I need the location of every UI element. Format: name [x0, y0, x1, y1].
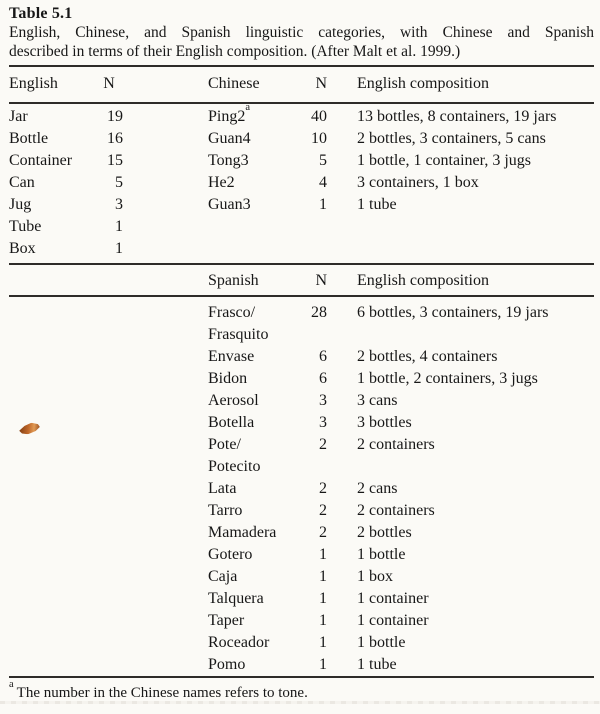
spanish-n-value: 28 — [311, 304, 327, 321]
spanish-section — [9, 297, 594, 676]
composition-value: 2 bottles, 4 containers — [357, 348, 498, 365]
spanish-header-row — [9, 271, 594, 290]
spanish-term — [208, 544, 300, 566]
spanish-n-value: 1 — [319, 656, 327, 673]
col-header-composition-spanish: English composition — [357, 272, 489, 289]
table-row — [9, 238, 594, 260]
spanish-term-line1: Pomo — [208, 656, 246, 673]
spanish-n-value: 3 — [319, 392, 327, 409]
chinese-term — [208, 150, 300, 172]
composition-value: 1 container — [357, 612, 429, 629]
spanish-n-value: 1 — [319, 590, 327, 607]
table-row — [9, 390, 594, 412]
spanish-term-line1: Lata — [208, 480, 237, 497]
table-row — [9, 522, 594, 544]
spanish-n-value: 6 — [319, 370, 327, 387]
col-header-spanish: Spanish — [208, 272, 259, 289]
composition-value: 3 cans — [357, 392, 398, 409]
col-header-n-spanish: N — [315, 272, 327, 289]
english-term: Container — [9, 152, 73, 169]
chinese-term-text: Guan4 — [208, 130, 251, 147]
table-row — [9, 216, 594, 238]
composition-value: 2 containers — [357, 502, 435, 519]
table-row — [9, 566, 594, 588]
table-label: Table 5.1 — [9, 5, 73, 22]
table-row — [9, 632, 594, 654]
rule-bottom — [9, 676, 594, 678]
chinese-term — [208, 128, 300, 150]
table-row — [9, 610, 594, 632]
english-n-value: 5 — [115, 174, 123, 191]
spanish-n-value: 2 — [319, 502, 327, 519]
table-row — [9, 368, 594, 390]
spanish-term-line1: Gotero — [208, 546, 253, 563]
spanish-term — [208, 500, 300, 522]
chinese-term — [208, 101, 300, 128]
table-row — [9, 172, 594, 194]
spanish-n-value: 1 — [319, 612, 327, 629]
chinese-term — [208, 194, 300, 216]
composition-value: 13 bottles, 8 containers, 19 jars — [357, 108, 557, 125]
rule-above-spanish — [9, 263, 594, 265]
table-row — [9, 194, 594, 216]
spanish-term-line1: Taper — [208, 612, 245, 629]
table-caption — [9, 23, 594, 61]
english-n-value: 1 — [115, 218, 123, 235]
composition-value: 1 bottle, 2 containers, 3 jugs — [357, 370, 538, 387]
spanish-n-value: 1 — [319, 634, 327, 651]
composition-value: 1 container — [357, 590, 429, 607]
composition-value: 2 containers — [357, 436, 435, 453]
spanish-term — [208, 610, 300, 632]
spanish-term-line1: Caja — [208, 568, 238, 585]
english-n-value: 19 — [107, 108, 123, 125]
chinese-term-text: Guan3 — [208, 196, 251, 213]
spanish-term — [208, 522, 300, 544]
table-row — [9, 101, 594, 128]
english-n-value: 3 — [115, 196, 123, 213]
spanish-n-value: 3 — [319, 414, 327, 431]
composition-value: 1 box — [357, 568, 393, 585]
footnote-marker-ref: a — [245, 101, 251, 113]
column-header-row — [9, 74, 594, 93]
chinese-n-value: 10 — [311, 130, 327, 147]
table-row — [9, 654, 594, 676]
spanish-term-line1: Bidon — [208, 370, 248, 387]
table-row — [9, 128, 594, 150]
col-header-n-english: N — [103, 75, 115, 92]
spanish-term — [208, 566, 300, 588]
spanish-term — [208, 632, 300, 654]
footnote-marker: a — [9, 679, 14, 690]
scan-artifact-band — [0, 701, 600, 704]
spanish-term-line1: Aerosol — [208, 392, 259, 409]
english-n-value: 15 — [107, 152, 123, 169]
table-row — [9, 434, 594, 478]
chinese-term-text: Tong3 — [208, 152, 249, 169]
english-term: Jug — [9, 196, 32, 213]
chinese-n-value: 40 — [311, 108, 327, 125]
chinese-n-value: 5 — [319, 152, 327, 169]
spanish-term — [208, 412, 300, 434]
table-row — [9, 150, 594, 172]
caption-line-2: described in terms of their English composition. (After Malt et al. 1999.) — [9, 43, 461, 60]
spanish-term — [208, 434, 300, 478]
col-header-n-chinese: N — [315, 75, 327, 92]
spanish-term — [208, 478, 300, 500]
spanish-n-value: 2 — [319, 436, 327, 453]
english-term: Box — [9, 240, 36, 257]
composition-value: 2 bottles — [357, 524, 412, 541]
chinese-term-text: Ping2 — [208, 108, 246, 125]
spanish-term — [208, 390, 300, 412]
spanish-term — [208, 368, 300, 390]
composition-value: 2 bottles, 3 containers, 5 cans — [357, 130, 546, 147]
table-row — [9, 544, 594, 566]
english-term: Can — [9, 174, 35, 191]
spanish-term-line1: Tarro — [208, 502, 243, 519]
caption-line-1: English, Chinese, and Spanish linguistic categories, with Chinese and Spanish — [9, 24, 594, 41]
composition-value: 1 bottle — [357, 546, 406, 563]
english-term: Jar — [9, 108, 28, 125]
chinese-term — [208, 172, 300, 194]
composition-value: 1 tube — [357, 196, 397, 213]
rule-top — [9, 65, 594, 67]
chinese-term-text: He2 — [208, 174, 235, 191]
english-n-value: 16 — [107, 130, 123, 147]
table-row — [9, 588, 594, 610]
english-n-value: 1 — [115, 240, 123, 257]
table-footnote — [9, 679, 594, 702]
english-term: Tube — [9, 218, 42, 235]
english-chinese-section — [9, 101, 594, 260]
spanish-n-value: 6 — [319, 348, 327, 365]
table-row — [9, 500, 594, 522]
footnote-text: The number in the Chinese names refers to tone. — [16, 685, 308, 701]
spanish-n-value: 2 — [319, 480, 327, 497]
spanish-term-line1: Envase — [208, 348, 255, 365]
composition-value: 3 bottles — [357, 414, 412, 431]
table-row — [9, 302, 594, 346]
chinese-n-value: 1 — [319, 196, 327, 213]
table-row — [9, 346, 594, 368]
composition-value: 6 bottles, 3 containers, 19 jars — [357, 304, 549, 321]
spanish-n-value: 1 — [319, 546, 327, 563]
table-row — [9, 412, 594, 434]
col-header-chinese: Chinese — [208, 75, 260, 92]
spanish-term-line1: Frasco/ — [208, 304, 256, 321]
spanish-term-line1: Mamadera — [208, 524, 277, 541]
spanish-term — [208, 588, 300, 610]
english-term: Bottle — [9, 130, 49, 147]
composition-value: 1 tube — [357, 656, 397, 673]
spanish-term — [208, 302, 300, 346]
spanish-term-line2: Frasquito — [208, 326, 269, 343]
chinese-n-value: 4 — [319, 174, 327, 191]
spanish-n-value: 1 — [319, 568, 327, 585]
composition-value: 1 bottle — [357, 634, 406, 651]
spanish-term — [208, 346, 300, 368]
col-header-english: English — [9, 75, 58, 92]
col-header-composition: English composition — [357, 75, 489, 92]
spanish-term-line2: Potecito — [208, 458, 261, 475]
composition-value: 3 containers, 1 box — [357, 174, 479, 191]
spanish-term-line1: Talquera — [208, 590, 264, 607]
composition-value: 1 bottle, 1 container, 3 jugs — [357, 152, 531, 169]
spanish-term-line1: Botella — [208, 414, 255, 431]
spanish-n-value: 2 — [319, 524, 327, 541]
spanish-term — [208, 654, 300, 676]
table-row — [9, 478, 594, 500]
spanish-term-line1: Pote/ — [208, 436, 241, 453]
composition-value: 2 cans — [357, 480, 398, 497]
spanish-term-line1: Roceador — [208, 634, 270, 651]
